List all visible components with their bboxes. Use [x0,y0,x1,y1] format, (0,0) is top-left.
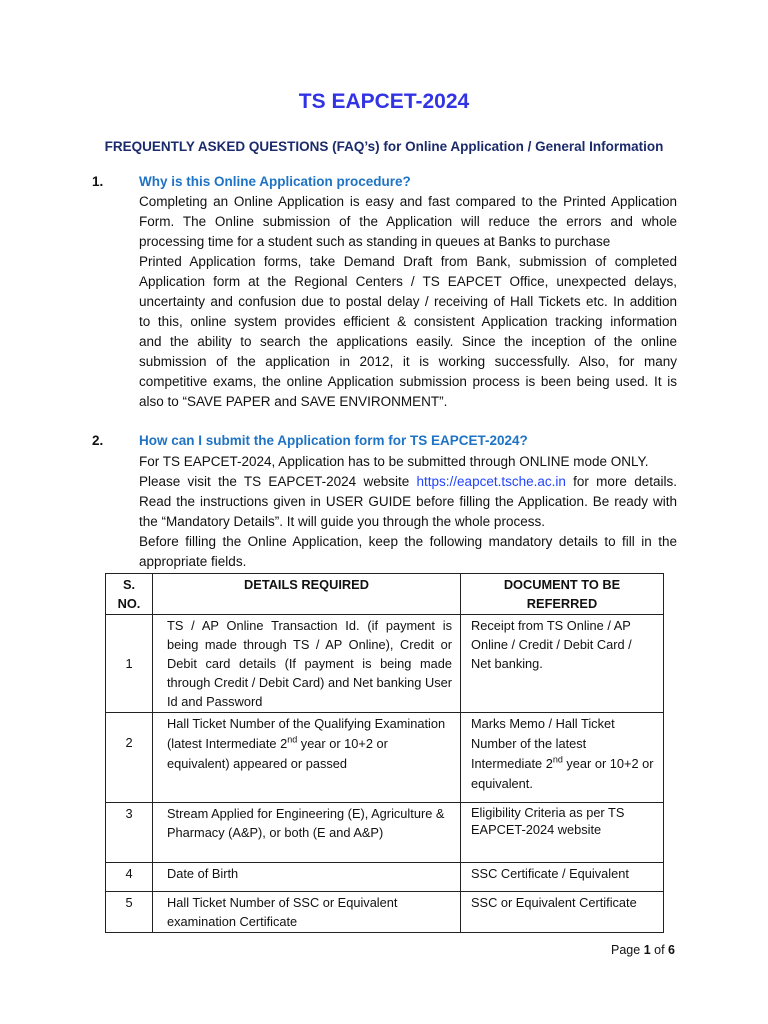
answer-line: Form. The Online submission of the Application will reduce the errors and whole [139,214,677,229]
text: Please visit the TS EAPCET-2024 website [139,474,410,489]
answer-line: also to “SAVE PAPER and SAVE ENVIRONMENT”. [139,394,448,409]
header-document: DOCUMENT TO BE REFERRED [461,574,664,615]
table-header-row [106,574,664,615]
page-number [611,943,675,957]
header-details: DETAILS REQUIRED [153,574,461,615]
table-row [106,863,664,892]
answer-line: to this, online system provides efficient & consistent Application tracking information [139,314,677,329]
row-details: Date of Birth [153,863,461,892]
answer-line: submission of the application in 2012, it is working successfully. Also, for many [139,354,677,369]
text: Marks Memo / Hall Ticket Number of the latest Intermediate 2 [471,716,615,771]
row-details: Stream Applied for Engineering (E), Agriculture & Pharmacy (A&P), or both (E and A&P) [153,803,461,863]
text: Hall Ticket Number of the Qualifying Examination (latest Intermediate 2 [167,716,446,751]
answer-line: competitive exams, the online Application submission process is been being used. It is [139,374,677,389]
header-sno: S. NO. [106,574,153,615]
document-subtitle: FREQUENTLY ASKED QUESTIONS (FAQ’s) for Online Application / General Information [104,139,664,154]
superscript: nd [287,734,298,745]
current-page: 1 [643,943,651,957]
row-document: SSC Certificate / Equivalent [461,863,664,892]
website-link[interactable]: https://eapcet.tsche.ac.in [416,474,566,489]
document-title: TS EAPCET-2024 [298,90,470,113]
row-number: 2 [106,713,153,803]
question-number: 2. [92,433,104,448]
answer-line: Completing an Online Application is easy and fast compared to the Printed Application [139,194,677,209]
question-heading: How can I submit the Application form for TS EAPCET-2024? [139,433,528,448]
answer-line: Application form at the Regional Centers / TS EAPCET Office, unexpected delays, [139,274,677,289]
answer-paragraph [139,192,677,412]
table-row [106,713,664,803]
answer-line: Read the instructions given in USER GUIDE before filling the Application. Be ready with [139,494,677,509]
of-label: of [654,943,665,957]
table-row [106,803,664,863]
text: year or 10+2 or equivalent. [471,756,654,791]
text: year or 10+2 or equivalent) appeared or passed [167,736,388,771]
question-heading: Why is this Online Application procedure? [139,174,411,189]
answer-line: Printed Application forms, take Demand Draft from Bank, submission of completed [139,254,677,269]
row-details: TS / AP Online Transaction Id. (if payment is being made through TS / AP Online), Credit or Debit card details (If payment is being made through Credit / Debit Card) and Net banking User Id and Password [153,615,461,713]
answer-line: processing time for a student such as standing in queues at Banks to purchase [139,234,611,249]
row-number: 5 [106,892,153,933]
mandatory-details-table [105,573,664,933]
answer-line: and the ability to search the applications easily. Since the inception of the online [139,334,677,349]
question-number: 1. [92,174,104,189]
row-details [153,713,461,803]
row-number: 4 [106,863,153,892]
row-number: 3 [106,803,153,863]
answer-line: For TS EAPCET-2024, Application has to be submitted through ONLINE mode ONLY. [139,454,649,469]
answer-line [139,472,677,492]
row-document [461,713,664,803]
answer-line: Before filling the Online Application, keep the following mandatory details to fill in the [139,534,677,549]
answer-line: uncertainty and confusion due to postal delay / receiving of Hall Tickets etc. In addition [139,294,677,309]
table-row [106,892,664,933]
row-document: Eligibility Criteria as per TS EAPCET-2024 website [461,803,664,863]
row-document: Receipt from TS Online / AP Online / Credit / Debit Card / Net banking. [461,615,664,713]
row-number: 1 [106,615,153,713]
page-label: Page [611,943,641,957]
row-details: Hall Ticket Number of SSC or Equivalent examination Certificate [153,892,461,933]
text: for more details. [573,474,677,489]
row-document: SSC or Equivalent Certificate [461,892,664,933]
answer-paragraph [139,452,677,572]
answer-line: appropriate fields. [139,554,247,569]
superscript: nd [552,754,563,765]
table-row [106,615,664,713]
answer-line: the “Mandatory Details”. It will guide you through the whole process. [139,514,545,529]
total-pages: 6 [668,943,675,957]
